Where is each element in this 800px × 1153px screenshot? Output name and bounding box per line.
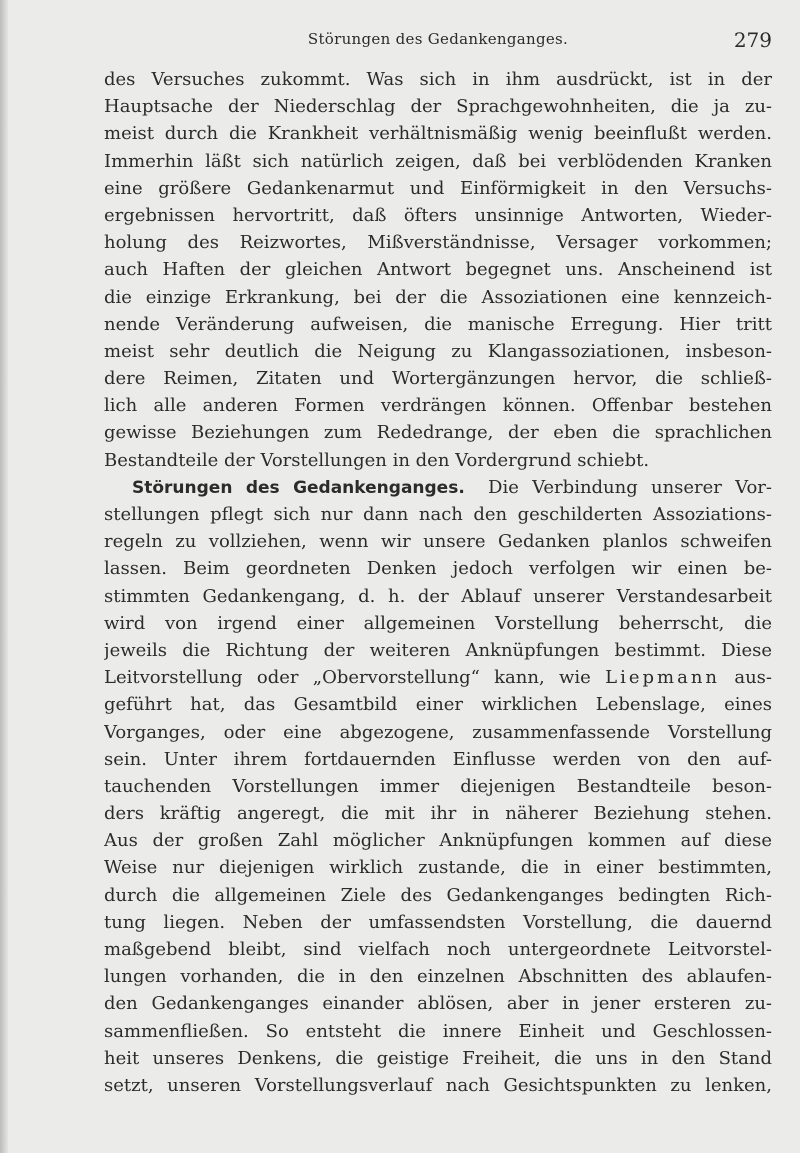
text-line: durch die allgemeinen Ziele des Gedankenganges bedingten Rich- bbox=[104, 884, 772, 906]
text-line: holung des Reizwortes, Mißverständnisse, Versager vorkommen; bbox=[104, 232, 772, 254]
text-line: tauchenden Vorstellungen immer diejenigen Bestandteile beson- bbox=[104, 775, 772, 797]
text-line: die einzige Erkrankung, bei der die Assoziationen eine kennzeich- bbox=[104, 286, 772, 308]
text-line: meist durch die Krankheit verhältnismäßig wenig beeinflußt werden. bbox=[104, 123, 772, 145]
text-line: gewisse Beziehungen zum Rededrange, der eben die sprachlichen bbox=[104, 422, 772, 444]
body-text bbox=[104, 66, 772, 1099]
text-line: des Versuches zukommt. Was sich in ihm ausdrückt, ist in der bbox=[104, 69, 772, 90]
text-line: lungen vorhanden, die in den einzelnen Abschnitten des ablaufen- bbox=[104, 966, 772, 988]
text-line: jeweils die Richtung der weiteren Anknüpfungen bestimmt. Diese bbox=[104, 639, 772, 661]
text-line: stimmten Gedankengang, d. h. der Ablauf unserer Verstandesarbeit bbox=[104, 585, 772, 607]
text-line: Hauptsache der Niederschlag der Sprachgewohnheiten, die ja zu- bbox=[104, 96, 772, 118]
text-line: den Gedankenganges einander ablösen, aber in jener ersteren zu- bbox=[104, 993, 772, 1015]
text-line: geführt hat, das Gesamtbild einer wirklichen Lebenslage, eines bbox=[104, 694, 772, 716]
page-header bbox=[104, 26, 772, 56]
text-line: meist sehr deutlich die Neigung zu Klangassoziationen, insbeson- bbox=[104, 340, 772, 362]
section-heading: Störungen des Gedankenganges. bbox=[132, 477, 465, 498]
text-line: stellungen pflegt sich nur dann nach den geschilderten Assoziations- bbox=[104, 504, 772, 525]
text-line: wird von irgend einer allgemeinen Vorstellung beherrscht, die bbox=[104, 612, 772, 634]
text-line: tung liegen. Neben der umfassendsten Vorstellung, die dauernd bbox=[104, 911, 772, 933]
text-line: sein. Unter ihrem fortdauernden Einflusse werden von den auf- bbox=[104, 748, 772, 770]
running-head: Störungen des Gedankenganges. bbox=[307, 30, 569, 48]
text-line: maßgebend bleibt, sind vielfach noch untergeordnete Leitvorstel- bbox=[104, 939, 772, 960]
text-line-with-name bbox=[104, 664, 772, 691]
text-line: ders kräftig angeregt, die mit ihr in näherer Beziehung stehen. bbox=[104, 803, 772, 825]
text-line: Vorganges, oder eine abgezogene, zusammenfassende Vorstellung bbox=[104, 721, 772, 743]
text-line: sammenfließen. So entsteht die innere Einheit und Geschlossen- bbox=[104, 1020, 772, 1042]
author-name: Liepmann bbox=[605, 667, 721, 689]
text-line: Immerhin läßt sich natürlich zeigen, daß bei verblödenden Kranken bbox=[104, 150, 772, 172]
page-gutter-shadow bbox=[0, 0, 8, 1153]
page-number: 279 bbox=[733, 28, 772, 52]
text-line: Aus der großen Zahl möglicher Anknüpfungen kommen auf diese bbox=[104, 830, 772, 852]
text-line-fragment: Leitvorstellung oder „Obervorstellung“ kann, wie bbox=[104, 667, 591, 689]
text-line: lich alle anderen Formen verdrängen können. Offenbar bestehen bbox=[104, 395, 772, 417]
text-line-fragment: aus- bbox=[734, 667, 772, 689]
text-line: regeln zu vollziehen, wenn wir unsere Gedanken planlos schweifen bbox=[104, 531, 772, 553]
text-line: Bestandteile der Vorstellungen in den Vordergrund schiebt. bbox=[104, 449, 650, 471]
text-line: dere Reimen, Zitaten und Wortergänzungen hervor, die schließ- bbox=[104, 368, 772, 390]
text-line: eine größere Gedankenarmut und Einförmigkeit in den Versuchs- bbox=[104, 177, 772, 199]
text-line: lassen. Beim geordneten Denken jedoch verfolgen wir einen be- bbox=[104, 558, 772, 580]
section-start-line bbox=[104, 474, 772, 501]
text-line: auch Haften der gleichen Antwort begegnet uns. Anscheinend ist bbox=[104, 259, 772, 281]
text-line-fragment: Die Verbindung unserer Vor- bbox=[488, 476, 772, 498]
text-line: heit unseres Denkens, die geistige Freiheit, die uns in den Stand bbox=[104, 1047, 772, 1069]
text-line: ergebnissen hervortritt, daß öfters unsinnige Antworten, Wieder- bbox=[104, 204, 772, 226]
text-line: nende Veränderung aufweisen, die manische Erregung. Hier tritt bbox=[104, 313, 772, 335]
text-line: setzt, unseren Vorstellungsverlauf nach Gesichtspunkten zu lenken, bbox=[104, 1074, 772, 1096]
text-line: Weise nur diejenigen wirklich zustande, die in einer bestimmten, bbox=[104, 857, 772, 879]
